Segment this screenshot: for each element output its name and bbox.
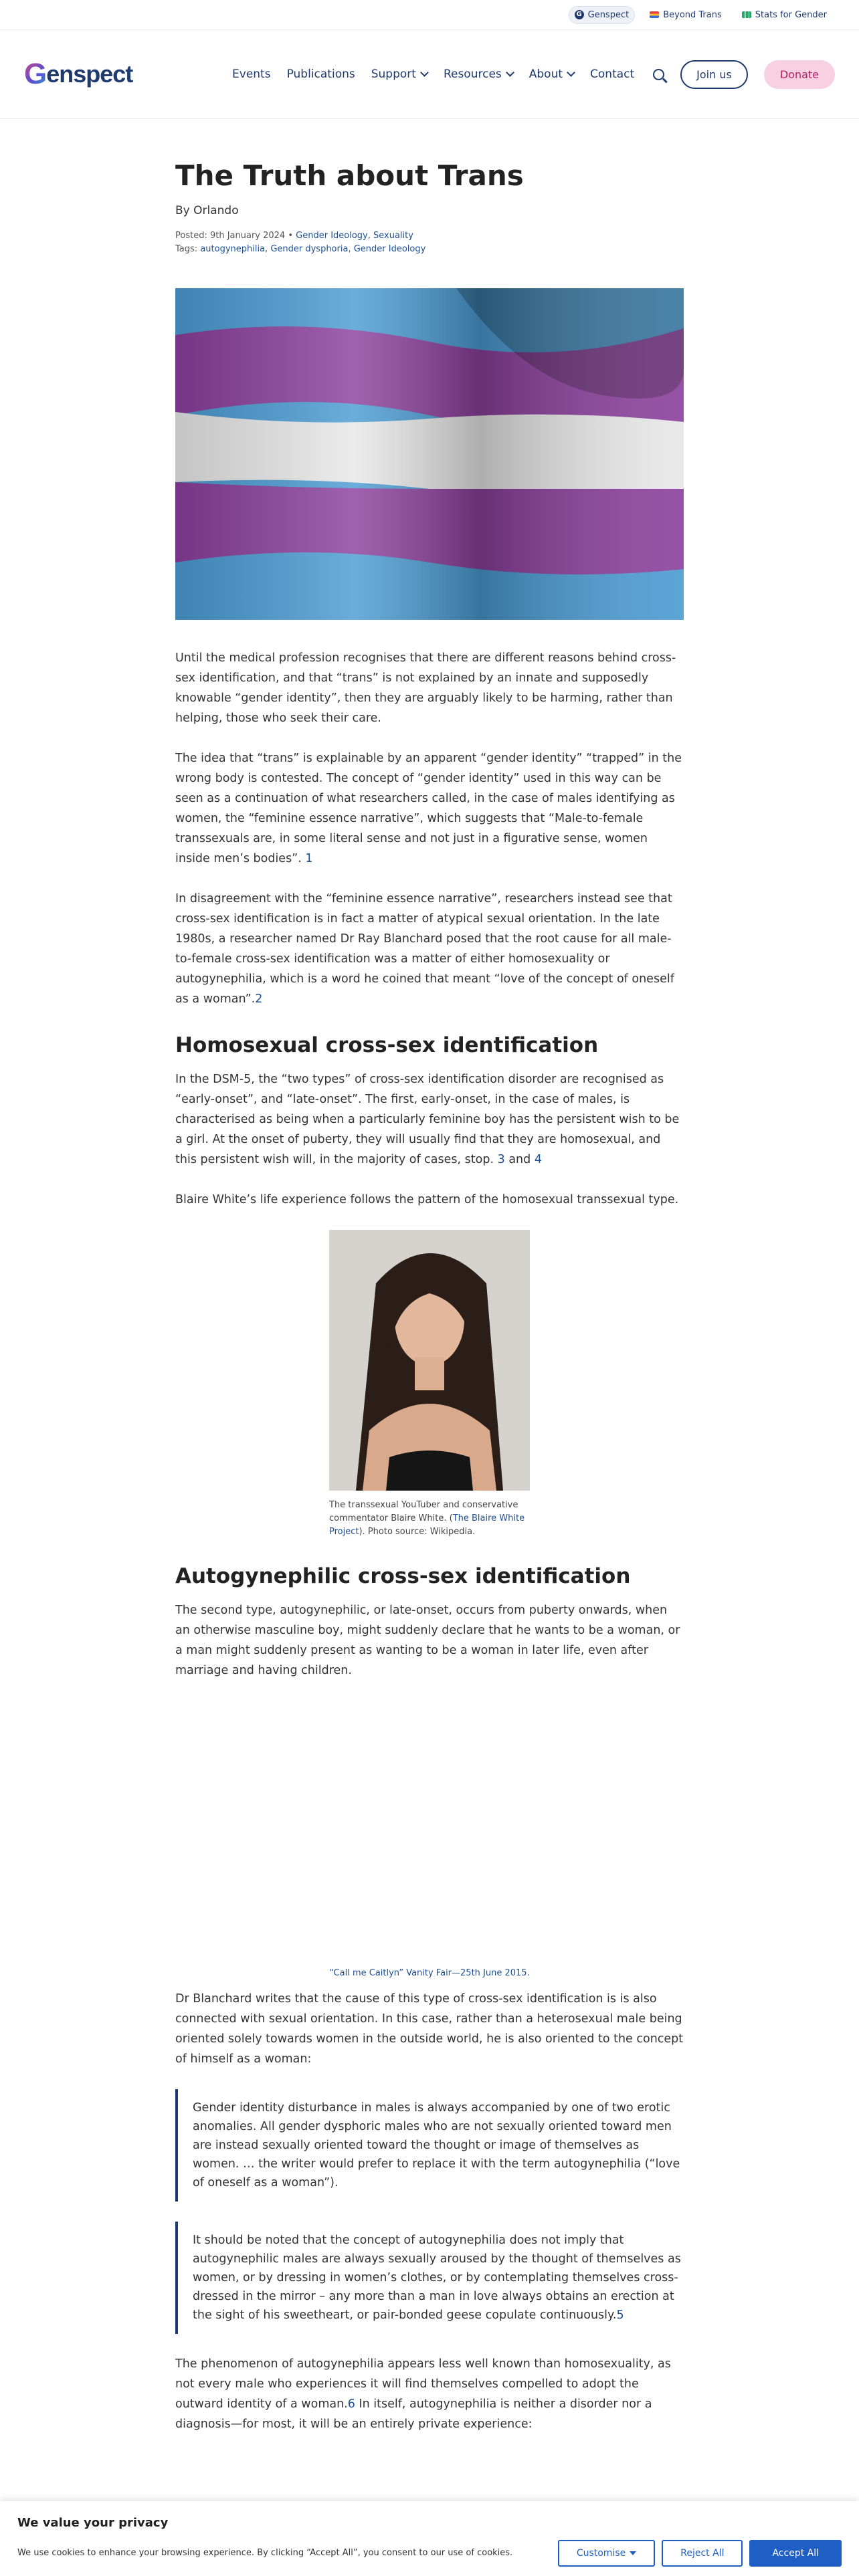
paragraph-text: The idea that “trans” is explainable by an apparent “gender identity” “trapped” in the wrong body is contested. The concept of “gender identity” used in this way can be seen as a continuation of what researchers called, in the case of males identifying as women, the “feminine essence narrative”, which suggests that “Male-to-female transsexuals are, in some literal sense and not just in a figurative sense, women inside men’s bodies”. xyxy=(175,752,682,865)
donate-button[interactable]: Donate xyxy=(764,60,835,89)
paragraph: Until the medical profession recognises that there are different reasons behind cross-sex identification, and that “trans” is not explained by an innate and supposedly knowable “gender identity”, then they are arguably likely to be harming, rather than helping, those who seek their care. xyxy=(175,651,676,725)
paragraph-text: In itself, autogynephilia is neither a disorder nor a diagnosis—for most, it will be an entirely private experience: xyxy=(175,2397,652,2431)
nav-label: Support xyxy=(371,68,416,81)
join-us-button[interactable]: Join us xyxy=(680,60,748,89)
footnote-link[interactable]: 1 xyxy=(305,852,313,865)
tag-link[interactable]: autogynephilia xyxy=(200,244,266,254)
paragraph xyxy=(175,889,684,1009)
caret-down-icon xyxy=(630,2551,636,2555)
genspect-logo[interactable] xyxy=(24,58,132,91)
nav-support[interactable] xyxy=(371,68,427,81)
section-heading: Autogynephilic cross-sex identification xyxy=(175,1564,631,1588)
paragraph xyxy=(175,1069,684,1170)
caption-link[interactable]: The Blaire White Project xyxy=(329,1513,525,1537)
tag-link[interactable]: Gender dysphoria xyxy=(270,244,349,254)
category-link[interactable]: Sexuality xyxy=(373,231,413,241)
topbar-label: Stats for Gender xyxy=(755,9,827,20)
topbar-link-beyond-trans[interactable] xyxy=(644,7,727,23)
cookie-text: We use cookies to enhance your browsing experience. By clicking “Accept All”, you consent to our use of cookies. xyxy=(17,2548,513,2558)
article-title: The Truth about Trans xyxy=(175,159,524,192)
posted-date: Posted: 9th January 2024 • xyxy=(175,231,294,241)
main-nav xyxy=(232,60,835,89)
footnote-link[interactable]: 4 xyxy=(534,1153,542,1166)
trans-flag-image xyxy=(175,288,684,620)
paragraph-text: In the DSM-5, the “two types” of cross-sex identification disorder are recognised as “early-onset”, and “late-onset”. The first, early-onset, in the case of males, is characterised as being when a particularly feminine boy has the persistent wish to be a girl. At the onset of puberty, they will usually find that they are homosexual, and this persistent wish will, in the majority of cases, stop. xyxy=(175,1073,680,1166)
cookie-buttons xyxy=(558,2540,842,2567)
customise-label: Customise xyxy=(576,2548,626,2559)
category-link[interactable]: Gender Ideology xyxy=(296,231,368,241)
video-caption-link[interactable]: “Call me Caitlyn” Vanity Fair—25th June 2015. xyxy=(329,1968,530,1978)
video-embed[interactable] xyxy=(175,1701,684,1968)
search-icon[interactable] xyxy=(653,69,664,80)
flag-icon xyxy=(650,11,659,18)
tags-label: Tags: xyxy=(175,244,198,254)
paragraph: Blaire White’s life experience follows the pattern of the homosexual transsexual type. xyxy=(175,1193,679,1206)
paragraph: The second type, autogynephilic, or late-onset, occurs from puberty onwards, when an otherwise masculine boy, might suddenly declare that he wants to be a woman, or a man might suddenly present as wanting to be a woman in later life, even after marriage and having children. xyxy=(175,1604,680,1677)
portrait-photo xyxy=(329,1230,530,1491)
chevron-down-icon xyxy=(420,68,429,77)
genspect-icon: G xyxy=(575,10,584,19)
site-header xyxy=(0,30,859,119)
post-meta: Posted: 9th January 2024 • Gender Ideology, Sexuality xyxy=(175,231,413,241)
portrait-caption xyxy=(329,1499,530,1539)
customise-button[interactable] xyxy=(558,2540,655,2567)
blockquote: Gender identity disturbance in males is always accompanied by one of two erotic anomalies. All gender dysphoric males who are not sexually oriented toward men are instead sexually oriented toward the thought or image of themselves as women. … the writer would prefer to replace it with the term autogynephilia (“love of oneself as a woman”). xyxy=(175,2089,684,2202)
cookie-banner xyxy=(0,2501,859,2576)
footnote-link[interactable]: 5 xyxy=(616,2309,624,2322)
nav-about[interactable] xyxy=(529,68,574,81)
footnote-link[interactable]: 3 xyxy=(497,1153,505,1166)
chevron-down-icon xyxy=(567,68,575,77)
caption-text: The transsexual YouTuber and conservative commentator Blaire White. ( xyxy=(329,1500,518,1523)
chart-icon xyxy=(742,11,751,18)
nav-label: Resources xyxy=(443,68,502,81)
paragraph xyxy=(175,748,684,869)
cookie-title: We value your privacy xyxy=(17,2516,169,2530)
tag-link[interactable]: Gender Ideology xyxy=(353,244,426,254)
top-bar xyxy=(0,0,859,30)
caption-text: ). Photo source: Wikipedia. xyxy=(359,1527,476,1537)
blockquote xyxy=(175,2222,684,2334)
footnote-link[interactable]: 2 xyxy=(255,992,263,1006)
video-caption xyxy=(175,1968,684,1978)
nav-events[interactable]: Events xyxy=(232,68,271,81)
accept-all-button[interactable]: Accept All xyxy=(749,2540,842,2567)
topbar-label: Beyond Trans xyxy=(663,9,722,20)
paragraph: Dr Blanchard writes that the cause of this type of cross-sex identification is is also connected with sexual orientation. In this case, rather than a heterosexual male being oriented solely towards women in the outside world, he is also oriented to the concept of himself as a woman: xyxy=(175,1992,684,2066)
portrait-illustration xyxy=(329,1230,530,1491)
section-heading: Homosexual cross-sex identification xyxy=(175,1033,599,1057)
footnote-link[interactable]: 6 xyxy=(347,2397,355,2411)
nav-contact[interactable]: Contact xyxy=(590,68,635,81)
nav-label: About xyxy=(529,68,563,81)
paragraph-text: In disagreement with the “feminine essence narrative”, researchers instead see that cross-sex identification is in fact a matter of atypical sexual orientation. In the late 1980s, a researcher named Dr Ray Blanchard posed that the root cause for all male-to-female cross-sex identification was a matter of either homosexuality or autogynephilia, which is a word he coined that meant “love of the concept of oneself as a woman”. xyxy=(175,892,674,1006)
quote-text: It should be noted that the concept of autogynephilia does not imply that autogynephilic males are always sexually aroused by the thought of themselves as women, or by dressing in women’s clothes, or by contemplating themselves cross-dressed in the mirror – any more than a man in love always obtains an erection at the sight of his sweetheart, or pair-bonded geese copulate continuously. xyxy=(193,2234,681,2322)
byline: By Orlando xyxy=(175,204,239,217)
flag-illustration xyxy=(175,288,684,620)
nav-resources[interactable] xyxy=(444,68,513,81)
chevron-down-icon xyxy=(506,68,514,77)
paragraph xyxy=(175,2354,684,2434)
reject-all-button[interactable]: Reject All xyxy=(662,2540,743,2567)
logo-text: enspect xyxy=(46,60,133,88)
topbar-link-stats-for-gender[interactable] xyxy=(737,7,832,23)
and-text: and xyxy=(508,1153,531,1166)
post-tags: Tags: autogynephilia, Gender dysphoria, Gender Ideology xyxy=(175,244,426,254)
logo-mark: G xyxy=(24,58,47,90)
article xyxy=(175,159,684,2434)
paragraph-text: The phenomenon of autogynephilia appears less well known than homosexuality, as not every male who experiences it will find themselves compelled to adopt the outward identity of a woman. xyxy=(175,2357,671,2411)
topbar-label: Genspect xyxy=(587,9,630,20)
topbar-link-genspect[interactable] xyxy=(569,6,636,24)
portrait-figure xyxy=(329,1230,530,1539)
nav-publications[interactable]: Publications xyxy=(286,68,355,81)
